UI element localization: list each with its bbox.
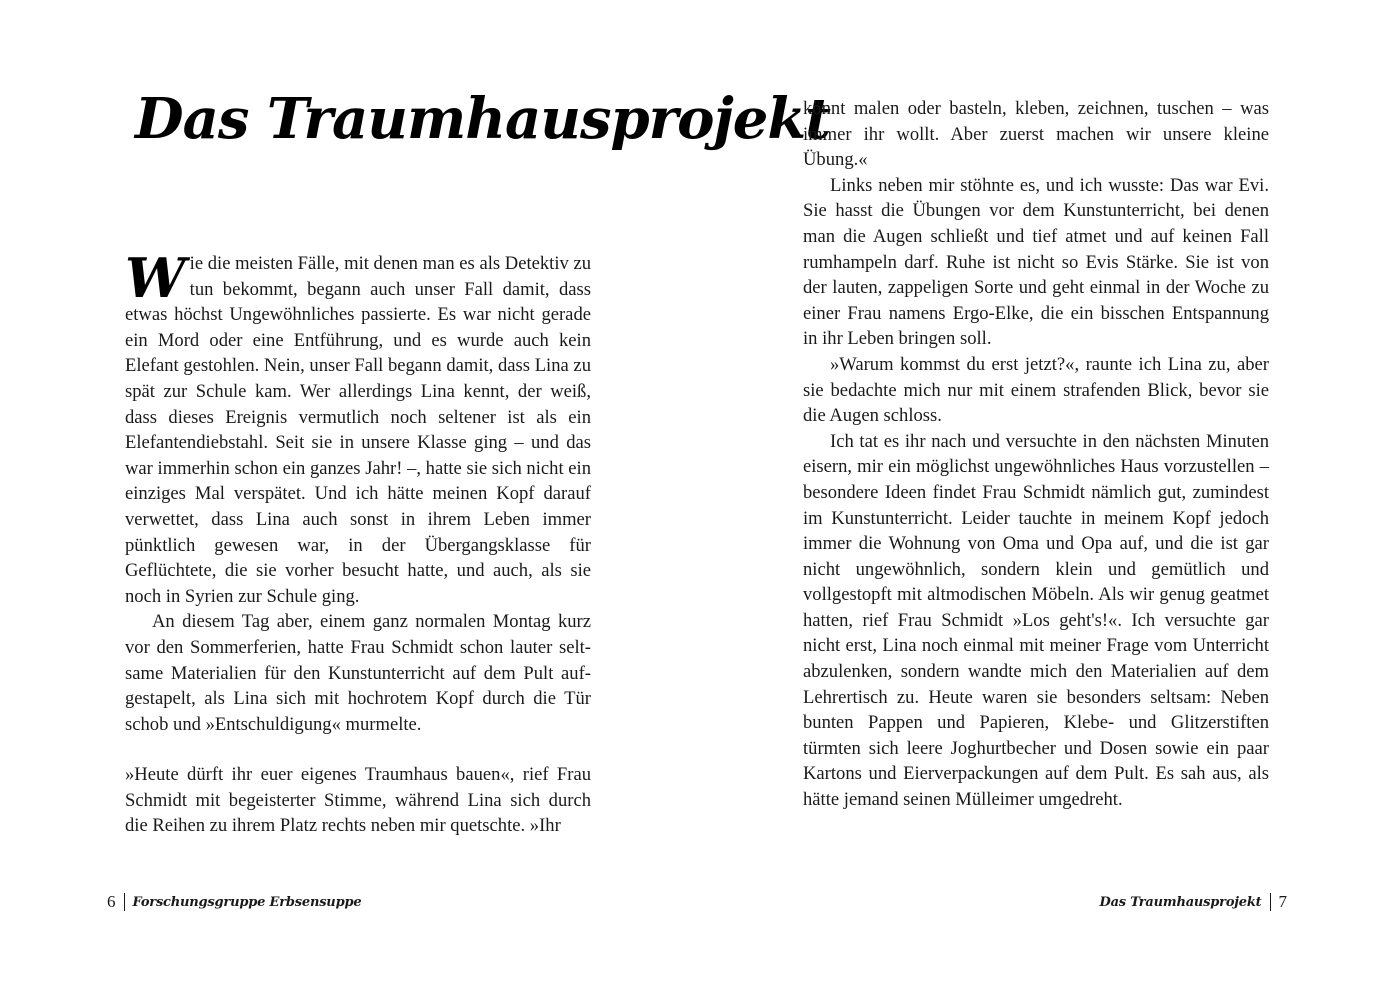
left-bottom-text bbox=[125, 762, 591, 839]
footer-divider bbox=[1270, 893, 1271, 911]
paragraph-r1: könnt malen oder basteln, kleben, zeichnen, tuschen – was immer ihr wollt. Aber zuerst machen wir unsere kleine Übung.« bbox=[803, 98, 1269, 171]
right-footer bbox=[1100, 892, 1288, 912]
page-number-right: 7 bbox=[1278, 892, 1287, 911]
paragraph-3: »Heute dürft ihr euer eigenes Traumhaus bauen«, rief Frau Schmidt mit begeisterter Stimme, während Lina sich durch die Reihen zu ihrem Platz rechts neben mir quetschte. »Ihr bbox=[125, 764, 591, 837]
opening-paragraph bbox=[125, 246, 591, 609]
footer-divider bbox=[124, 893, 125, 911]
drop-cap: W bbox=[125, 246, 186, 310]
right-body-text bbox=[803, 96, 1269, 813]
left-body-text bbox=[125, 246, 591, 737]
page-number-left: 6 bbox=[107, 892, 116, 911]
running-head-left: Forschungsgruppe Erbsensuppe bbox=[132, 894, 362, 910]
chapter-title: Das Traumhausprojekt bbox=[135, 86, 831, 152]
paragraph-r2: Links neben mir stöhnte es, und ich wusste: Das war Evi. Sie hasst die Übungen vor dem Kunstunterricht, bei denen man die Augen schließt und tief atmet und auf keinen Fall rumhampeln darf. Ruhe ist nicht so Evis Stärke. Sie ist von der lauten, zappeligen Sorte und geht einmal in der Woche zu einer Frau namens Ergo-Elke, die ein bisschen Entspannung in ihr Leben bringen soll. bbox=[803, 174, 1269, 350]
paragraph-2: An diesem Tag aber, einem ganz normalen Montag kurz vor den Sommerferien, hatte Frau Schmidt schon lauter seltsame Materialien für den Kunstunterricht auf dem Pult aufgestapelt, als Lina sich mit hochrotem Kopf durch die Tür schob und »Entschuldigung« murmelte. bbox=[125, 611, 591, 735]
paragraph-r4: Ich tat es ihr nach und versuchte in den nächsten Minuten eisern, mir ein möglichst ungewöhnliches Haus vorzustellen – besondere Ideen findet Frau Schmidt nämlich gut, zumindest im Kunstunterricht. Leider tauchte in meinem Kopf jedoch immer die Wohnung von Oma und Opa auf, und die ist gar nicht ungewöhnlich, sondern klein und gemütlich und vollgestopft mit altmodischen Möbeln. Als wir genug geatmet hatten, rief Frau Schmidt »Los geht's!«. Ich versuchte gar nicht erst, Lina noch einmal mit meiner Frage vom Unterricht abzulenken, sondern wandte mich den Materialien auf dem Lehrertisch zu. Heute waren sie besonders seltsam: Neben bunten Pappen und Papieren, Klebe- und Glitzerstiften türmten sich leere Joghurtbecher und Dosen sowie ein paar Kartons und Eierverpackungen auf dem Pult. Es sah aus, als hätte jemand seinen Mülleimer umgedreht. bbox=[803, 430, 1269, 811]
running-head-right: Das Traumhausprojekt bbox=[1099, 894, 1262, 910]
left-footer bbox=[107, 892, 361, 912]
opening-paragraph-text: ie die meisten Fälle, mit denen man es als Detektiv zu tun bekommt, begann auch unser Fall damit, dass etwas höchst Ungewöhnliches passierte. Es war nicht gerade ein Mord oder eine Entführung, und es wurde auch kein Elefant gestohlen. Nein, unser Fall begann damit, dass Lina zu spät zur Schule kam. Wer allerdings Lina kennt, der weiß, dass dieses Ereignis vermutlich noch seltener ist als ein Elefantendiebstahl. Seit sie in unsere Klasse ging – und das war immerhin schon ein ganzes Jahr! –, hatte sie sich nicht ein einziges Mal verspätet. Und ich hätte meinen Kopf darauf verwettet, dass Lina auch sonst in ihrem Leben immer pünktlich gewesen war, in der Übergangsklasse für Geflüchtete, die sie vorher besucht hatte, und auch, als sie noch in Syrien zur Schule ging. bbox=[125, 253, 591, 607]
paragraph-r3: »Warum kommst du erst jetzt?«, raunte ich Lina zu, aber sie bedachte mich nur mit einem strafenden Blick, bevor sie die Augen schloss. bbox=[803, 353, 1269, 427]
right-page bbox=[697, 0, 1395, 1000]
